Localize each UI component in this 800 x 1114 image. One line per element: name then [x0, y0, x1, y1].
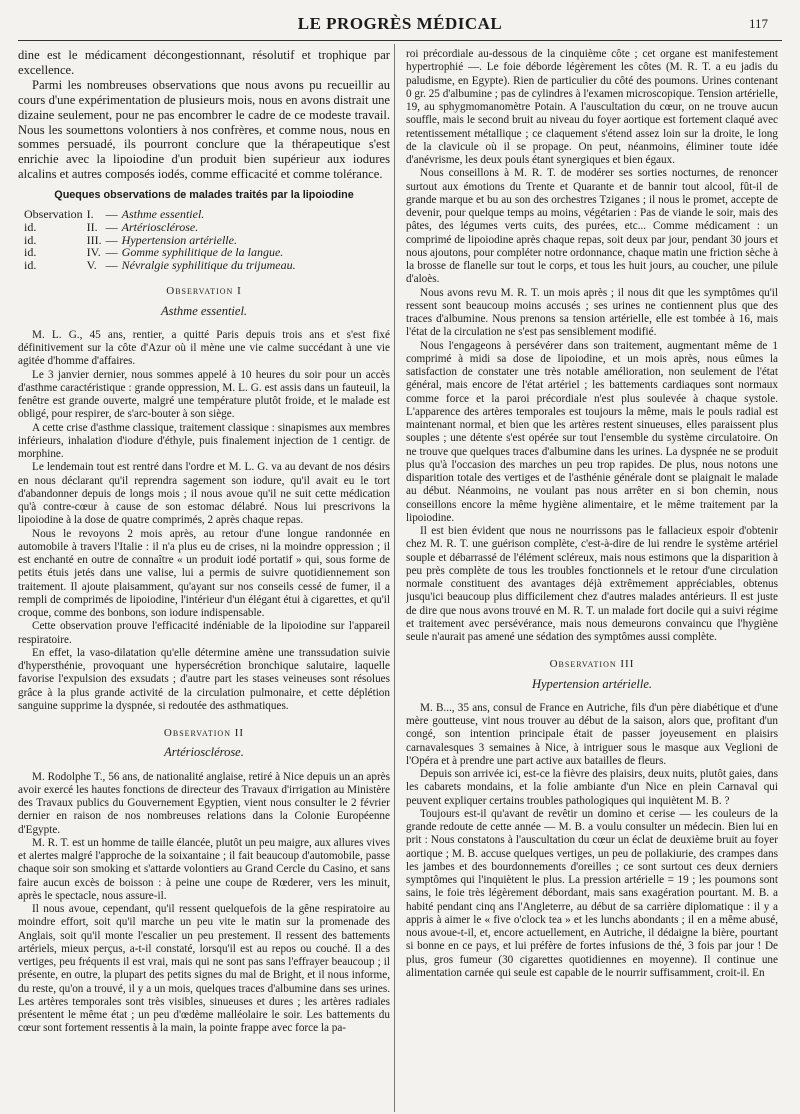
- case-list-title: Queques observations de malades traités par la lipoiodine: [54, 189, 354, 202]
- paragraph: En effet, la vaso-dilatation qu'elle détermine amène une transsudation suivie d'hypersthénie, provoquant une hypersécrétion bronchique salutaire, laquelle favorise l'expulsion des exsudats ; d'autre part les stases veineuses sont résolues grâce à la plus grande activité de la circulation pulmonaire, et cette déplétion sanguine supprime la dyspnée, si redoutée des asthmatiques.: [18, 646, 390, 712]
- observation-subtitle: Hypertension artérielle.: [531, 676, 653, 691]
- paragraph: M. B..., 35 ans, consul de France en Autriche, fils d'un père diabétique et d'une mère goutteuse, vint nous trouver au début de la saison, alors que, profitant d'un congé, son intention principale était de passer joyeusement en plaisirs carnavalesques 3 semaines à Nice, à intriguer sous le masque aux Veglioni de l'Opéra et à prendre une part active aux batailles de fleurs.: [406, 701, 778, 767]
- case-label: id.: [24, 220, 37, 234]
- case-list: [24, 208, 300, 271]
- observation-subtitle: Artériosclérose.: [164, 745, 244, 760]
- paragraph: Il nous avoue, cependant, qu'il ressent quelquefois de la gêne respiratoire au moindre effort, soit qu'il marche un peu vite le matin sur la promenade des Anglais, soit qu'il monte l'escalier un peu prestement. Il ressent des battements artériels, mieux perçus, a-t-il constaté, lorsqu'il est au repos ou couché. Il a des vertiges, peu fréquents il est vrai, mais qui ne sont pas sans l'effrayer beaucoup ; il présente, en outre, la plupart des petits signes du mal de Bright, et il nous informe, du reste, qu'on a trouvé, il y a un mois, quelques traces d'albumine dans ses urines. Les artères temporales sont très visibles, sinueuses et dures ; les artères radiales présentent le même état ; un peu d'œdème malléolaire le soir. Les battements du cœur sont fortement ressentis à la main, la pointe frappe avec force la pa-: [18, 903, 390, 1035]
- paragraph: Parmi les nombreuses observations que nous avons pu recueillir au cours d'une expérimentation de plusieurs mois, nous en avons distrait une dizaine seulement, pour ne pas encombrer le cadre de ce modeste travail. Nous les soumettons volontiers à nos confrères, et comme nous, nous en sommes persuadé, ils pourront conclure que la thérapeutique s'est enrichie avec la lipoiodine d'un produit bien supérieur aux iodures alcalins et autres composés iodés, comme efficacité et comme tolérance.: [18, 77, 390, 182]
- journal-title: LE PROGRÈS MÉDICAL: [297, 14, 503, 33]
- column-divider: [394, 44, 395, 1112]
- paragraph: M. R. T. est un homme de taille élancée, plutôt un peu maigre, aux allures vives et alertes malgré l'approche de la soixantaine ; il fait beaucoup d'automobile, passe chaque soir son smoking et s'attarde volontiers au Grand Cercle du Casino, et sans faire aucun excès de boisson : à peine une coupe de Rœderer, vers les minuit, après le spectacle, nous assure-il.: [18, 836, 390, 902]
- case-title: Asthme essentiel.: [121, 207, 205, 222]
- case-title: Névralgie syphilitique du trijumeau.: [121, 257, 296, 272]
- case-number: II.: [86, 220, 98, 234]
- paragraph: Il est bien évident que nous ne nourrissons pas le fallacieux espoir d'obtenir chez M. R. T. une guérison complète, c'est-à-dire de lui rendre le système artériel souple et débarrassé de l'élément scléreux, mais nous estimons que la disparition à peu près complète de tous les troubles fonctionnels et le retour d'une circulation normale constituent des avantages déjà extrêmement appréciables, obtenus jusqu'ici beaucoup plus difficilement chez d'autres malades antérieurs. Il est juste de dire que nous avons trouvé en M. R. T. un malade fort docile qui a suivi régime et traitement avec persévérance, mais nous demeurons convaincu que l'hygiène seule n'aurait pas amené une sédation des symptômes aussi complète.: [406, 525, 778, 643]
- page-number: 117: [748, 16, 768, 31]
- paragraph: Cette observation prouve l'efficacité indéniable de la lipoiodine sur l'appareil respiratoire.: [18, 620, 390, 646]
- case-title: Hypertension artérielle.: [121, 232, 237, 247]
- case-list-item: id. V. — Névralgie syphilitique du trijumeau.: [24, 259, 300, 272]
- left-column: [18, 48, 390, 1108]
- case-list-item: id. IV. — Gomme syphilitique de la langue.: [24, 246, 300, 259]
- observation-heading: Observation II: [163, 727, 245, 740]
- paragraph: Nous l'engageons à persévérer dans son traitement, augmentant même de 1 comprimé à midi sa dose de lipoiodine, et un mois après, nous eûmes la satisfaction de constater une très notable amélioration, non seulement de l'état général, mais encore de l'état artériel ; les battements cardiaques sont normaux comme force et la paroi précordiale n'est plus soulevée à chaque systole. L'apparence des artères temporales est toujours la même, mais le pouls radial est maintenant normal, et bien que les artères restent sinueuses, elles paraissent plus souples ; une détente s'est opérée sur tout l'ensemble du système circulatoire. On ne trouve que quelques traces d'albumine dans les urines. La dyspnée ne se produit plus qu'à l'occasion des marches un peu trop rapides. De plus, nous notons une disparition totale des vertiges et de l'asthénie générale dont se plaignait le malade au début. Néanmoins, ne voulant pas nous arrêter en si bon chemin, nous conseillons encore la même hygiène alimentaire, et le même traitement par la lipoiodine.: [406, 339, 778, 524]
- case-number: III.: [86, 232, 102, 247]
- right-column: [406, 48, 778, 1108]
- paragraph: Nous avons revu M. R. T. un mois après ; il nous dit que les symptômes qu'il ressent sont beaucoup moins accusés ; ses urines ne contiennent plus que des traces d'albumine. Nous prenons sa tension artérielle, elle est tombée à 16, mais l'état de la circulation ne s'est pas sensiblement modifié.: [406, 286, 778, 339]
- case-list-item: id. II. — Artériosclérose.: [24, 221, 300, 234]
- paragraph: Nous le revoyons 2 mois après, au retour d'une longue randonnée en automobile à travers l'Italie : il n'a plus eu de crises, ni la moindre oppression ; il est enchanté en outre de connaître « un produit iodé portatif » qui, sous forme de petits étuis jetés dans une valise, lui a permis de suivre quotidiennement son traitement. Il ajoute plaisamment, qu'ayant sur nos conseils cessé de fumer, il a rempli de comprimés de lipoiodine, l'intérieur d'un élégant étui à cigarettes, et qu'il croque, comme des bonbons, son iodure indispensable.: [18, 527, 390, 620]
- case-label: id.: [24, 245, 37, 260]
- case-number: I.: [86, 207, 94, 222]
- case-label: id.: [24, 257, 37, 272]
- paragraph: Toujours est-il qu'avant de revêtir un domino et cerise — les couleurs de la grande redoute de cette année — M. B. a voulu consulter un médecin. Bien lui en prit : Nous constatons à l'auscultation du cœur un éclat de deuxième bruit au foyer aortique ; M. B. accuse quelques vertiges, un peu de pollakiurie, des crampes dans les jambes et des bourdonnements d'oreilles ; ce sont surtout ces deux derniers symptômes qui l'inquiètent le plus. La pression artérielle = 19 ; les poumons sont sains, le foie très légèrement débordant, mais sans exagération pourtant. M. B. a habité pendant cinq ans l'Angleterre, au début de sa carrière diplomatique : il y a appris à aimer le « five o'clock tea » et les lunchs abondants ; il en a même abusé, nous avoue-t-il, et, encore actuellement, en Autriche, il dédaigne la bière, pourtant si bonne en ce pays, et lui préfère de fortes infusions de thé, 3 fois par jour ! De plus, gros fumeur (30 cigarettes quotidiennes en moyenne). Il continue une alimentation carnée qui seule est capable de le nourrir suffisamment, croit-il. En: [406, 807, 778, 979]
- case-label: Observation: [24, 207, 83, 222]
- paragraph: Depuis son arrivée ici, est-ce la fièvre des plaisirs, deux nuits, plutôt gaies, dans les cabarets mondains, et la folie ambiante d'un Nice en plein Carnaval qui peuvent expliquer certains troubles pathologiques qui inquiètent M. B. ?: [406, 768, 778, 807]
- case-title: Artériosclérose.: [121, 220, 199, 234]
- observation-subtitle: Asthme essentiel.: [160, 303, 248, 318]
- paragraph: M. Rodolphe T., 56 ans, de nationalité anglaise, retiré à Nice depuis un an après avoir exercé les hautes fonctions de directeur des Travaux d'irrigation au Ministère des Travaux publics du Gouvernement Egyptien, vient nous consulter le 2 février dernier en raison de nos nombreuses relations dans la Colonie Européenne d'Egypte.: [18, 770, 390, 836]
- page-header: [0, 10, 800, 40]
- paragraph: dine est le médicament décongestionnant, résolutif et trophique par excellence.: [18, 48, 390, 77]
- paragraph: A cette crise d'asthme classique, traitement classique : sinapismes aux membres inférieurs, inhalation d'iodure d'éthyle, puis finalement injection de 1 centigr. de morphine.: [18, 421, 390, 461]
- paragraph: Le 3 janvier dernier, nous sommes appelé à 10 heures du soir pour un accès d'asthme caractéristique : grande oppression, M. L. G. est assis dans un fauteuil, la fenêtre est grande ouverte, malgré une température plutôt froide, et le malade est obligé, pour respirer, de s'arc-bouter à son siège.: [18, 368, 390, 421]
- observation-heading: Observation III: [549, 658, 635, 671]
- paragraph: Nous conseillons à M. R. T. de modérer ses sorties nocturnes, de renoncer surtout aux émotions du Trente et Quarante et de bannir tout alcool, fût-il de grande marque et bu au son des orchestres Tziganes ; il nous le promet, accepte de devenir, pour quelque temps au moins, végétarien : Pas de viande le soir, mais des pâtes, des légumes verts cuits, des purées, etc... Comme médicament : un comprimé de lipoiodine après chaque repas, soit deux par jour, pendant 30 jours et nous ajoutons, pour compléter notre ordonnance, chaque matin une friction sèche à la brosse de flanelle sur tout le corps, et tous les huit jours, au coucher, une pilule d'aloès.: [406, 167, 778, 286]
- case-number: IV.: [86, 245, 101, 260]
- case-list-item: Observation I. — Asthme essentiel.: [24, 208, 300, 221]
- paragraph: M. L. G., 45 ans, rentier, a quitté Paris depuis trois ans et s'est fixé définitivement sur la côte d'Azur où il mène une vie calme succédant à une vie agitée d'homme d'affaires.: [18, 328, 390, 368]
- paragraph: Le lendemain tout est rentré dans l'ordre et M. L. G. va au devant de nos désirs en nous déclarant qu'il reprendra sagement son iodure, qu'il avait eu le tort d'abandonner depuis de longs mois ; il nous avoue qu'il ne suit cette médication qu'à contre-cœur à cause de son estomac délabré. Nous lui prescrivons la lipoiodine à la dose de quatre comprimés, 2 après chaque repas.: [18, 461, 390, 527]
- case-label: id.: [24, 232, 37, 247]
- case-title: Gomme syphilitique de la langue.: [121, 245, 284, 260]
- case-number: V.: [86, 257, 97, 272]
- observation-heading: Observation I: [166, 285, 242, 298]
- case-list-item: id. III. — Hypertension artérielle.: [24, 234, 300, 247]
- header-rule: [18, 40, 782, 41]
- paragraph: roi précordiale au-dessous de la cinquième côte ; cet organe est manifestement hypertrophié —. Le foie déborde légèrement les côtes (M. R. T. a eu jadis du paludisme, en Egypte). Rien de particulier du côté des poumons. Urines contenant 0 gr. 25 d'albumine ; pas de cylindres à l'examen microscopique. Tension artérielle, 19, au sphygmomanomètre Potain. A l'auscultation du cœur, on ne trouve aucun souffle, mais le second bruit au niveau du foyer aortique est fortement claqué avec retentissement métallique ; ce claquement s'étend assez loin sur la droite, le long de la clavicule où il se propage. On peut, néanmoins, éliminer toute idée d'anévrisme, les deux pouls étant synergiques et bien égaux.: [406, 48, 778, 166]
